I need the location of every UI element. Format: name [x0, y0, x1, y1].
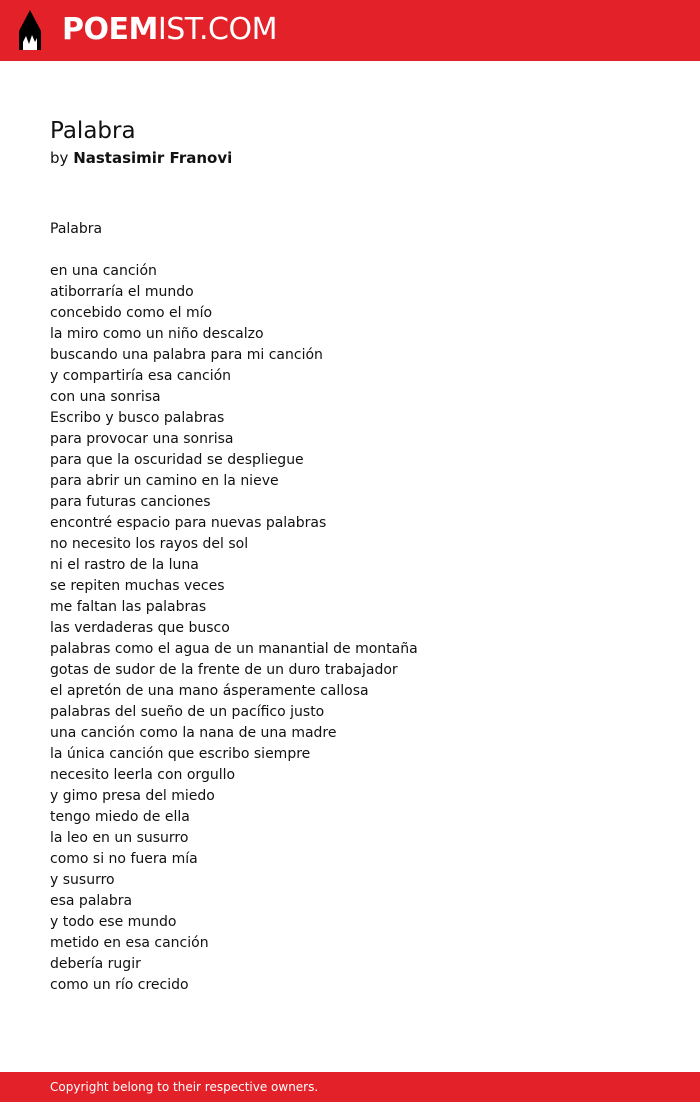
author-name [73, 149, 232, 167]
byline [50, 146, 650, 170]
poem-line: buscando una palabra para mi canción [50, 347, 323, 363]
site-footer [0, 1072, 700, 1102]
site-logo[interactable] [62, 12, 277, 48]
poem-line: en una canción [50, 263, 157, 279]
poem-line: para provocar una sonrisa [50, 431, 234, 447]
poem-line [50, 240, 650, 261]
poem-line: se repiten muchas veces [50, 578, 225, 594]
pencil-icon [18, 9, 42, 51]
poem-line: el apretón de una mano ásperamente callosa [50, 683, 369, 699]
site-header [0, 0, 700, 61]
poem-line: esa palabra [50, 893, 133, 909]
poem-line: para futuras canciones [50, 494, 211, 510]
poem-line: me faltan las palabras [50, 599, 207, 615]
poem-body [50, 219, 650, 996]
poem-line: la miro como un niño descalzo [50, 326, 264, 342]
poem-line: y todo ese mundo [50, 914, 177, 930]
poem-line: no necesito los rayos del sol [50, 536, 249, 552]
poem-line: para que la oscuridad se despliegue [50, 452, 304, 468]
poem-line: Escribo y busco palabras [50, 410, 225, 426]
poem-line: necesito leerla con orgullo [50, 767, 236, 783]
poem-title: Palabra [50, 118, 136, 144]
poem-line: tengo miedo de ella [50, 809, 190, 825]
poem-line: y susurro [50, 872, 115, 888]
poem-line: como un río crecido [50, 977, 189, 993]
poem-line: una canción como la nana de una madre [50, 725, 337, 741]
poem-line: la única canción que escribo siempre [50, 746, 311, 762]
logo-bold-text: POEM [62, 12, 158, 47]
poem-line: debería rugir [50, 956, 141, 972]
poem-line: encontré espacio para nuevas palabras [50, 515, 327, 531]
footer-copyright: Copyright belong to their respective owners. [50, 1080, 319, 1094]
poem-line: palabras del sueño de un pacífico justo [50, 704, 325, 720]
poem-line: con una sonrisa [50, 389, 161, 405]
poem-line: ni el rastro de la luna [50, 557, 199, 573]
poem-line: palabras como el agua de un manantial de montaña [50, 641, 418, 657]
poem-line: Palabra [50, 221, 103, 237]
author-name-text: Nastasimir Franovi [73, 149, 233, 167]
poem-line: la leo en un susurro [50, 830, 189, 846]
poem-line: las verdaderas que busco [50, 620, 230, 636]
logo-light-text: IST.COM [157, 12, 277, 47]
poem-line: gotas de sudor de la frente de un duro trabajador [50, 662, 398, 678]
poem-line: atiborraría el mundo [50, 284, 194, 300]
poem-line: y compartiría esa canción [50, 368, 232, 384]
poem-line: metido en esa canción [50, 935, 209, 951]
poem-line: y gimo presa del miedo [50, 788, 215, 804]
poem-line: concebido como el mío [50, 305, 213, 321]
by-label: by [50, 149, 69, 167]
poem-line: para abrir un camino en la nieve [50, 473, 279, 489]
poem-heading [50, 116, 650, 170]
poem-line: como si no fuera mía [50, 851, 198, 867]
